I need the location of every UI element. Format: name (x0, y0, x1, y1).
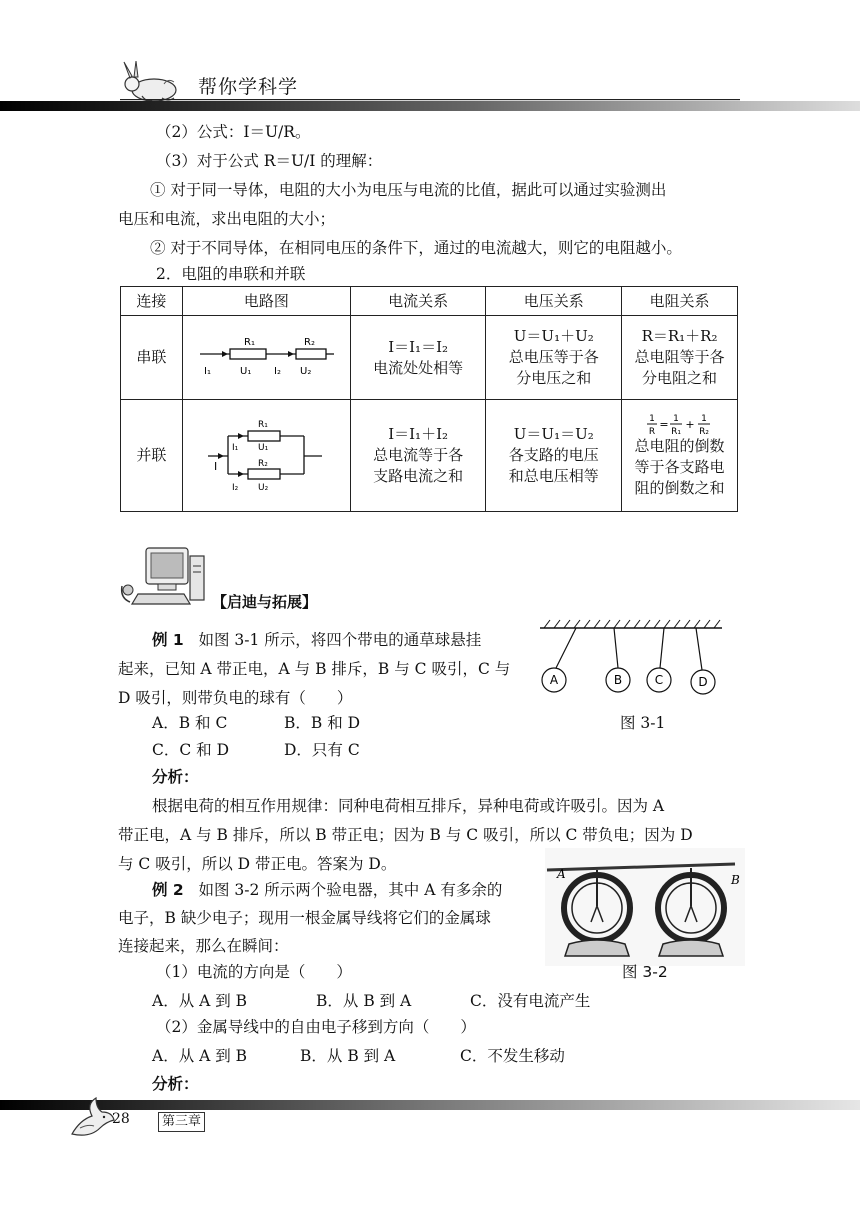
series-voltage-cell (486, 316, 622, 400)
parallel-i1-label: I₁ (232, 442, 239, 453)
series-circuit-diagram (196, 332, 336, 384)
parallel-resistance-cell (622, 400, 738, 512)
example1-label: 例 1 (152, 631, 184, 649)
example1-line2: 起来，已知 A 带正电，A 与 B 排斥，B 与 C 吸引，C 与 (118, 660, 511, 678)
section-title: 【启迪与拓展】 (212, 593, 318, 611)
col-header: 电路图 (182, 287, 350, 316)
example1-analysis-line: 根据电荷的相互作用规律：同种电荷相互排斥，异种电荷或许吸引。因为 A (152, 797, 665, 815)
example2-q2-option-a: A．从 A 到 B (152, 1047, 248, 1065)
frac-num: 1 (700, 414, 707, 424)
parallel-resistance-text: 总电阻的倒数 (634, 437, 725, 455)
series-voltage-text: 总电压等于各 (508, 348, 599, 366)
reciprocal-formula (644, 412, 716, 436)
series-current-text: 电流处处相等 (373, 358, 464, 377)
example2-q2-option-b: B．从 B 到 A (300, 1047, 396, 1065)
parallel-current-cell (350, 400, 486, 512)
parallel-r2-label: R₂ (258, 458, 269, 469)
example2-question2: （2）金属导线中的自由电子移到方向（ ） (156, 1018, 476, 1036)
computer-icon (116, 546, 212, 608)
parallel-voltage-text: 各支路的电压 (508, 446, 599, 464)
frac-den-r2: R₂ (698, 427, 709, 436)
parallel-voltage-cell (486, 400, 622, 512)
frac-num: 1 (672, 414, 679, 424)
series-voltage-formula: U＝U₁＋U₂ (513, 327, 594, 345)
col-header: 电压关系 (486, 287, 622, 316)
header-divider (0, 99, 860, 113)
ball-d-label: D (698, 675, 708, 689)
series-u1-label: U₁ (240, 365, 252, 377)
series-resistance-formula: R＝R₁＋R₂ (641, 327, 718, 345)
section-heading: 2．电阻的串联和并联 (156, 265, 306, 283)
example1-option-b: B．B 和 D (284, 714, 361, 732)
table-row-series (121, 316, 738, 400)
parallel-r1-label: R₁ (258, 419, 269, 430)
example2-line1 (152, 880, 502, 900)
header-title: 帮你学科学 (198, 76, 299, 98)
point-two-line: ② 对于不同导体，在相同电压的条件下，通过的电流越大，则它的电阻越小。 (150, 239, 682, 257)
electroscope-a-label: A (557, 867, 566, 881)
example1-option-a: A．B 和 C (152, 714, 228, 732)
point-one-cont: 电压和电流，求出电阻的大小； (118, 210, 336, 228)
example1-option-c: C．C 和 D (152, 741, 230, 759)
series-voltage-text: 分电压之和 (516, 369, 592, 387)
example1-analysis-label: 分析： (152, 768, 199, 786)
parallel-circuit-cell (182, 400, 350, 512)
series-u2-label: U₂ (300, 365, 312, 377)
series-r1-label: R₁ (244, 336, 256, 348)
series-r2-label: R₂ (304, 336, 316, 348)
series-resistance-text: 总电阻等于各 (634, 348, 725, 366)
ball-c-label: C (654, 673, 664, 687)
example2-q1-option-c: C．没有电流产生 (470, 992, 591, 1010)
point-one-line: ① 对于同一导体，电阻的大小为电压与电流的比值，据此可以通过实验测出 (150, 181, 667, 199)
example1-line1 (152, 630, 481, 650)
series-resistance-cell (622, 316, 738, 400)
example1-text: 如图 3-1 所示，将四个带电的通草球悬挂 (198, 631, 482, 649)
series-i1-label: I₁ (204, 365, 212, 377)
example2-question1: （1）电流的方向是（ ） (156, 963, 352, 981)
parallel-resistance-text: 等于各支路电 (634, 458, 725, 476)
example2-line2: 电子，B 缺少电子；现用一根金属导线将它们的金属球 (118, 909, 491, 927)
example1-analysis-line: 与 C 吸引，所以 D 带正电。答案为 D。 (118, 855, 397, 873)
example2-label: 例 2 (152, 881, 184, 899)
figure-3-2-caption: 图 3-2 (622, 963, 668, 981)
figure-3-2-electroscopes (545, 848, 745, 966)
col-header: 电阻关系 (622, 287, 738, 316)
parallel-current-text: 总电流等于各 (373, 446, 464, 464)
frac-plus: + (684, 418, 695, 431)
parallel-circuit-diagram (206, 416, 326, 496)
example2-text: 如图 3-2 所示两个验电器，其中 A 有多余的 (198, 881, 503, 899)
figure-3-1-pith-balls (536, 618, 728, 700)
parallel-u1-label: U₁ (258, 442, 269, 453)
parallel-u2-label: U₂ (258, 482, 269, 493)
chapter-label: 第三章 (158, 1112, 205, 1132)
series-i2-label: I₂ (274, 365, 282, 377)
example2-line3: 连接起来，那么在瞬间： (118, 937, 289, 955)
page-number: 28 (112, 1111, 130, 1127)
parallel-voltage-text: 和总电压相等 (508, 467, 599, 485)
row-label-parallel: 并联 (121, 400, 183, 512)
frac-den-r: R (648, 427, 655, 436)
frac-den-r1: R₁ (670, 427, 681, 436)
parallel-i-label: I (214, 459, 218, 473)
figure-3-1-caption: 图 3-1 (620, 714, 666, 732)
example2-q1-option-a: A．从 A 到 B (152, 992, 248, 1010)
example1-analysis-line: 带正电，A 与 B 排斥，所以 B 带正电；因为 B 与 C 吸引，所以 C 带负电；因为 D (118, 826, 693, 844)
series-current-formula: I＝I₁＝I₂ (388, 337, 449, 356)
bird-logo-icon (66, 1094, 116, 1142)
series-resistance-text: 分电阻之和 (642, 369, 718, 387)
table-row-parallel (121, 400, 738, 512)
understanding-line: （3）对于公式 R＝U/I 的理解： (156, 152, 383, 170)
col-header: 电流关系 (350, 287, 486, 316)
electroscope-b-label: B (731, 873, 740, 887)
parallel-voltage-formula: U＝U₁＝U₂ (513, 425, 594, 443)
row-label-series: 串联 (121, 316, 183, 400)
col-header: 连接 (121, 287, 183, 316)
parallel-current-formula: I＝I₁＋I₂ (388, 425, 449, 443)
example1-line3: D 吸引，则带负电的球有（ ） (118, 689, 353, 707)
frac-num: 1 (648, 414, 655, 424)
ball-b-label: B (613, 673, 623, 687)
table-header-row (121, 287, 738, 316)
frac-eq: = (658, 418, 669, 431)
series-circuit-cell (182, 316, 350, 400)
example2-q2-option-c: C．不发生移动 (460, 1047, 565, 1065)
parallel-resistance-text: 阻的倒数之和 (634, 479, 725, 497)
example2-analysis-label: 分析： (152, 1075, 199, 1093)
ball-a-label: A (549, 673, 559, 687)
rabbit-logo-icon (112, 60, 192, 104)
resistor-table (120, 286, 738, 512)
example1-option-d: D．只有 C (284, 741, 360, 759)
series-current-cell (350, 316, 486, 400)
parallel-i2-label: I₂ (232, 482, 239, 493)
formula-line: （2）公式：I＝U/R。 (156, 123, 311, 141)
parallel-current-text: 支路电流之和 (373, 467, 464, 485)
example2-q1-option-b: B．从 B 到 A (316, 992, 412, 1010)
